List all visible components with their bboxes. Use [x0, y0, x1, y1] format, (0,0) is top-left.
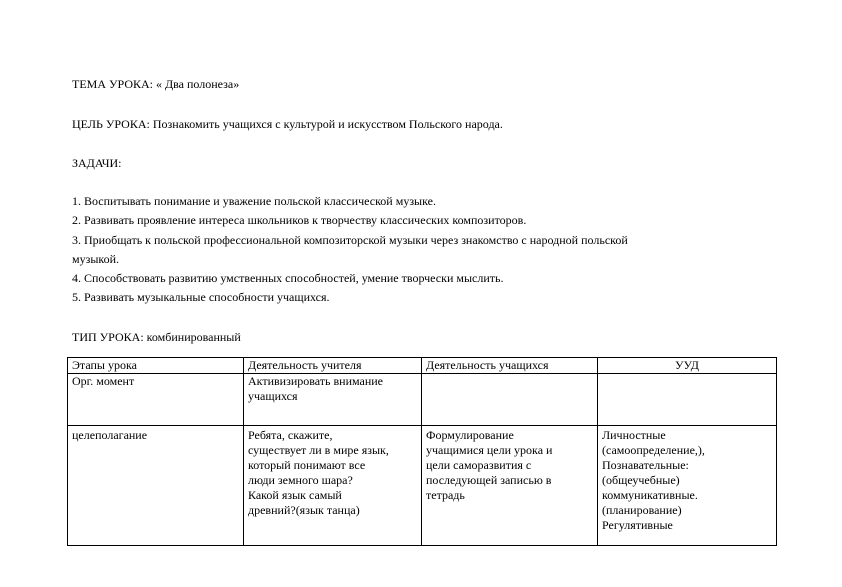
lesson-type: [72, 330, 241, 344]
cell-line: древний?(язык танца): [248, 503, 360, 517]
lesson-type-value: комбинированный: [146, 330, 241, 344]
lesson-topic-label: ТЕМА УРОКА:: [72, 77, 153, 91]
cell-teacher: [244, 374, 422, 426]
task-item: 2. Развивать проявление интереса школьников к творчеству классических композиторов.: [72, 213, 527, 227]
lesson-goal-value: Познакомить учащихся с культурой и искусством Польского народа.: [152, 117, 503, 131]
cell-line: учащимися цели урока и: [426, 443, 553, 457]
cell-line: люди земного шара?: [248, 473, 353, 487]
task-item: музыкой.: [72, 252, 120, 266]
cell-stage: целеполагание: [68, 426, 244, 546]
header-uud: УУД: [598, 358, 777, 374]
cell-line: цели саморазвития с: [426, 458, 532, 472]
cell-stage: Орг. момент: [68, 374, 244, 426]
lesson-goal: [72, 117, 503, 131]
header-stages: Этапы урока: [68, 358, 244, 374]
lesson-plan-table: [67, 357, 777, 546]
cell-line: Познавательные:: [602, 458, 689, 472]
cell-line: Ребята, скажите,: [248, 428, 333, 442]
cell-uud: [598, 426, 777, 546]
lesson-topic: [72, 77, 239, 91]
header-student-activity: Деятельность учащихся: [422, 358, 598, 374]
cell-line: (планирование): [602, 503, 682, 517]
cell-line: Какой язык самый: [248, 488, 342, 502]
cell-line: Формулирование: [426, 428, 514, 442]
header-teacher-activity: Деятельность учителя: [244, 358, 422, 374]
cell-uud: [598, 374, 777, 426]
table-row: [68, 426, 777, 546]
task-item: 5. Развивать музыкальные способности учащихся.: [72, 290, 330, 304]
cell-line: Регулятивные: [602, 518, 673, 532]
cell-line: Личностные: [602, 428, 666, 442]
cell-line: (общеучебные): [602, 473, 680, 487]
cell-line: последующей записью в: [426, 473, 552, 487]
cell-students: [422, 374, 598, 426]
cell-line: Активизировать внимание: [248, 374, 384, 388]
table-header-row: [68, 358, 777, 374]
task-item: 1. Воспитывать понимание и уважение польской классической музыке.: [72, 194, 436, 208]
lesson-topic-value: « Два полонеза»: [155, 77, 240, 91]
cell-line: существует ли в мире язык,: [248, 443, 389, 457]
table-row: [68, 374, 777, 426]
cell-line: коммуникативные.: [602, 488, 698, 502]
cell-line: который понимают все: [248, 458, 366, 472]
lesson-type-label: ТИП УРОКА:: [72, 330, 144, 344]
lesson-goal-label: ЦЕЛЬ УРОКА:: [72, 117, 150, 131]
cell-students: [422, 426, 598, 546]
tasks-heading: ЗАДАЧИ:: [72, 156, 122, 170]
task-item: 4. Способствовать развитию умственных способностей, умение творчески мыслить.: [72, 271, 504, 285]
cell-line: учащихся: [248, 389, 298, 403]
cell-teacher: [244, 426, 422, 546]
cell-line: тетрадь: [426, 488, 465, 502]
task-item: 3. Приобщать к польской профессиональной композиторской музыки через знакомство с народной польской: [72, 233, 628, 247]
cell-line: (самоопределение,),: [602, 443, 705, 457]
